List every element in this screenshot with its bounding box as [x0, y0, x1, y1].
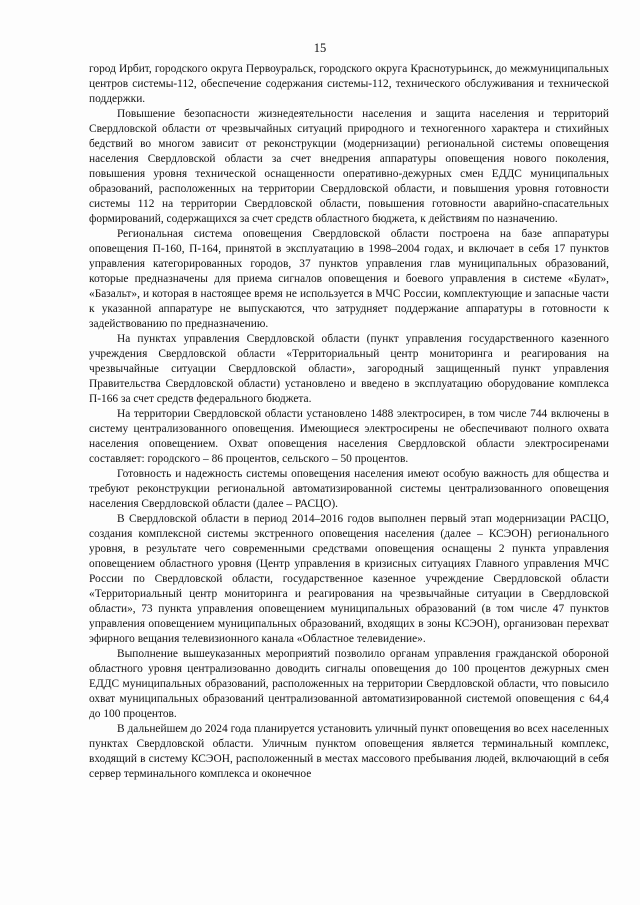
paragraph: Готовность и надежность системы оповещения населения имеют особую важность для общества и требуют реконструкции региональной автоматизированной системы централизованного оповещения населения Свердловской области (далее – РАСЦО).: [89, 468, 609, 510]
paragraph: Повышение безопасности жизнедеятельности населения и защита населения и территорий Свердловской области от чрезвычайных ситуаций природного и техногенного характера и стихийных бедствий во многом зависит от реконструкции (модернизации) региональной системы оповещения населения Свердловской области за счет внедрения аппаратуры оповещения нового поколения, повышения уровня технической оснащенности оперативно-дежурных смен ЕДДС муниципальных образований, расположенных на территории Свердловской области, и повышения уровня готовности системы 112 на территории Свердловской области, повышения готовности аварийно-спасательных формирований, содержащихся за счет средств областного бюджета, к действиям по назначению.: [89, 108, 609, 225]
page-number: 15: [313, 41, 327, 55]
paragraph: город Ирбит, городского округа Первоуральск, городского округа Краснотурьинск, до межмуниципальных центров системы-112, обеспечение содержания системы-112, технического обслуживания и технической поддержки.: [89, 63, 609, 105]
paragraph: Региональная система оповещения Свердловской области построена на базе аппаратуры оповещения П-160, П-164, принятой в эксплуатацию в 1998–2004 годах, и включает в себя 17 пунктов управления категорированных городов, 37 пунктов управления глав муниципальных образований, которые предназначены для приема сигналов оповещения и боевого управления в системе «Булат», «Базальт», и которая в настоящее время не используется в МЧС России, комплектующие и запасные части к указанной аппаратуре не выпускаются, что затрудняет поддержание аппаратуры в готовности к задействованию по предназначению.: [89, 228, 609, 330]
paragraph: На территории Свердловской области установлено 1488 электросирен, в том числе 744 включены в систему централизованного оповещения. Имеющиеся электросирены не обеспечивают полного охвата населения оповещением. Охват оповещения населения Свердловской области электросиренами составляет: городского – 86 процентов, сельского – 50 процентов.: [89, 408, 609, 465]
paragraph: На пунктах управления Свердловской области (пункт управления государственного казенного учреждения Свердловской области «Территориальный центр мониторинга и реагирования на чрезвычайные ситуации Свердловской области», загородный защищенный пункт управления Правительства Свердловской области) установлено и введено в эксплуатацию оборудование комплекса П-166 за счет средств федерального бюджета.: [89, 333, 609, 405]
paragraph: Выполнение вышеуказанных мероприятий позволило органам управления гражданской обороной областного уровня централизованно доводить сигналы оповещения до 100 процентов дежурных смен ЕДДС муниципальных образований, расположенных на территории Свердловской области, что повысило охват муниципальных образований централизованной автоматизированной системой оповещения с 64,4 до 100 процентов.: [89, 648, 609, 720]
paragraph: В Свердловской области в период 2014–2016 годов выполнен первый этап модернизации РАСЦО, создания комплексной системы экстренного оповещения населения (далее – КСЭОН) регионального уровня, в результате чего современными средствами оповещения оснащены 2 пункта управления оповещением областного уровня (Центр управления в кризисных ситуациях Главного управления МЧС России по Свердловской области, государственное казенное учреждение Свердловской области «Территориальный центр мониторинга и реагирования на чрезвычайные ситуации в Свердловской области», 73 пункта управления оповещением муниципальных образований (в том числе 47 пунктов управления оповещением муниципальных образований, входящих в зоны КСЭОН), организован перехват эфирного вещания телевизионного канала «Областное телевидение».: [89, 513, 609, 645]
document-body: [89, 62, 609, 782]
paragraph: В дальнейшем до 2024 года планируется установить уличный пункт оповещения во всех населенных пунктах Свердловской области. Уличным пунктом оповещения является терминальный комплекс, входящий в систему КСЭОН, расположенный в местах массового пребывания людей, включающий в себя сервер терминального комплекса и оконечное: [89, 723, 609, 780]
